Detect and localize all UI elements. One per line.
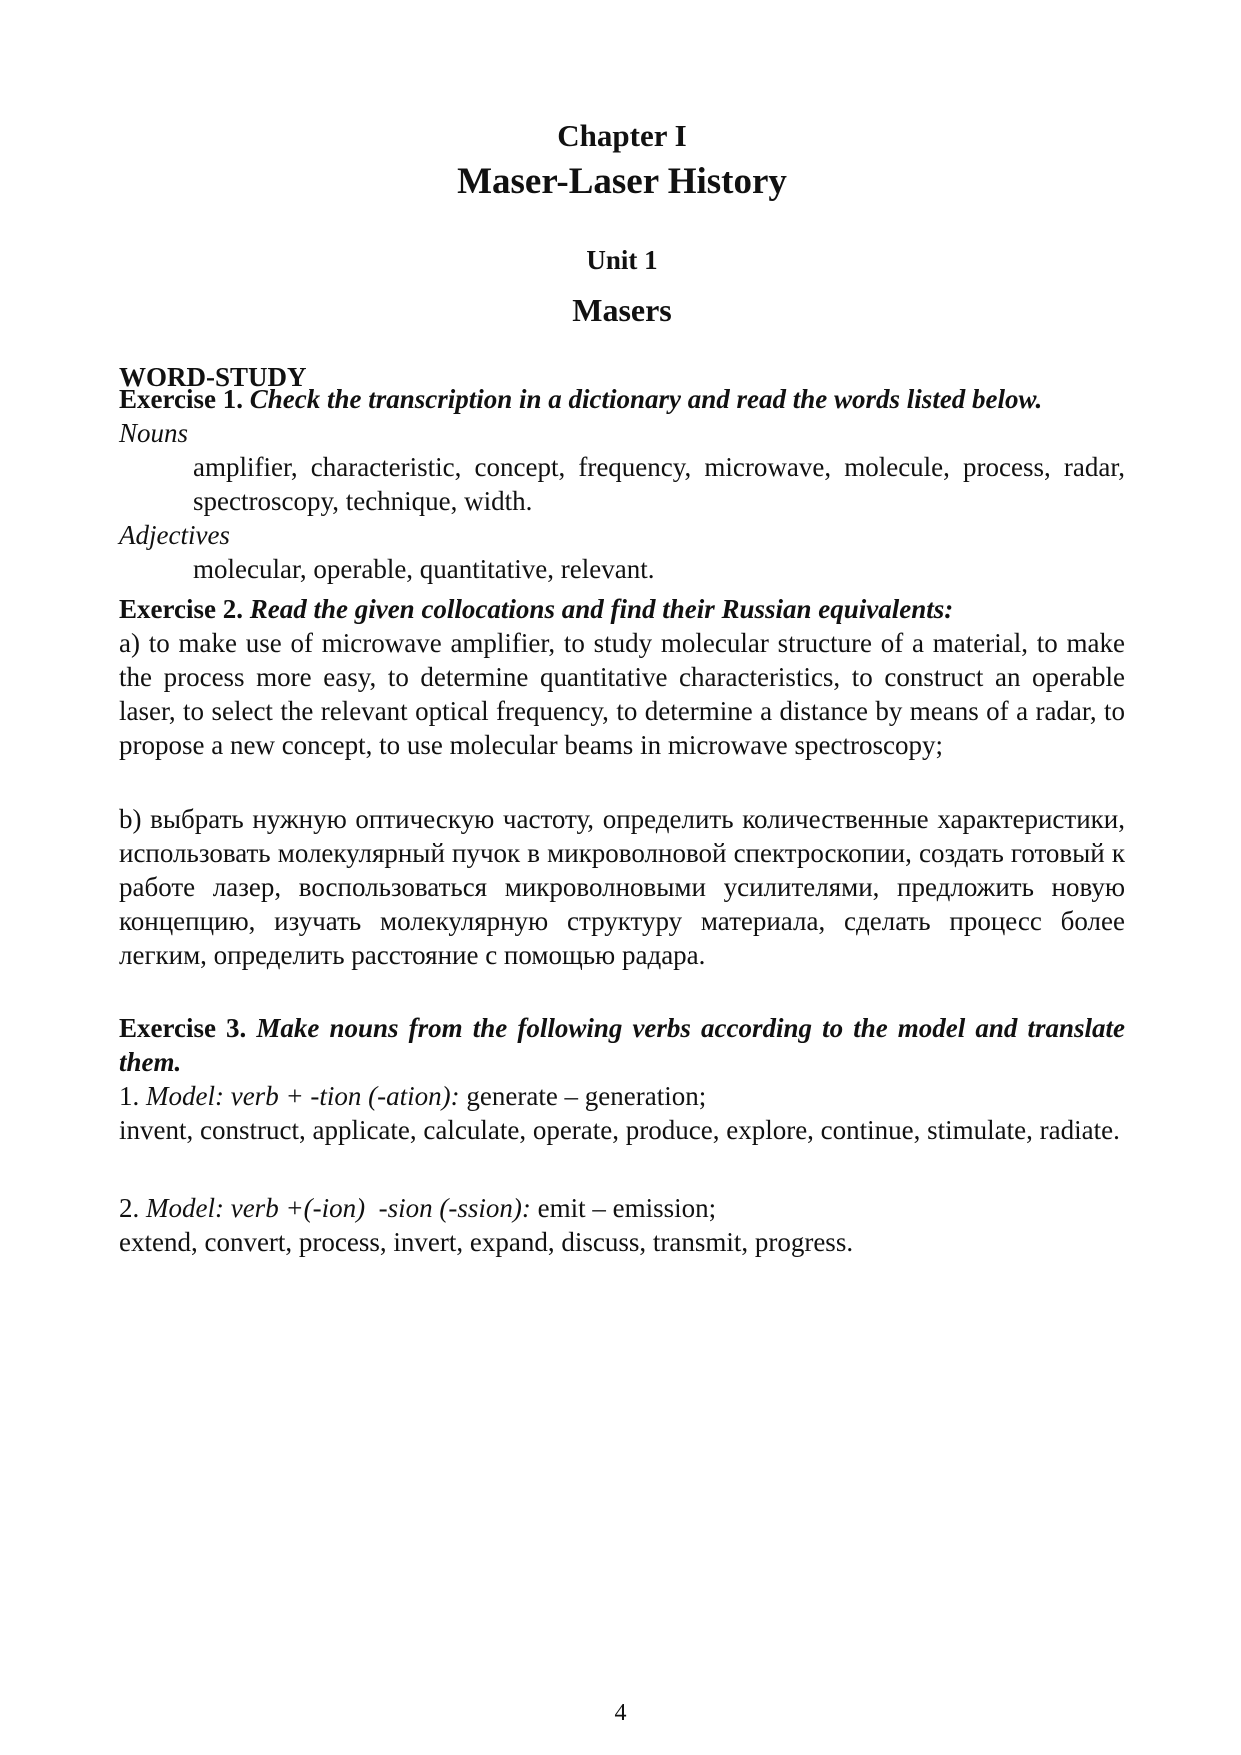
exercise-2-part-a: a) to make use of microwave amplifier, to study molecular structure of a material, to make the process more easy, to determine quantitative characteristics, to construct an operable laser, to select the relevant optical frequency, to determine a distance by means of a radar, to propose a new concept, to use molecular beams in microwave spectroscopy; (119, 628, 1125, 760)
exercise-2-heading (119, 592, 1125, 626)
adjectives-list: molecular, operable, quantitative, relevant. (193, 554, 655, 584)
chapter-title: Maser-Laser History (457, 161, 787, 202)
unit-heading: Unit 1 (586, 245, 658, 275)
exercise-3 (119, 1011, 1125, 1147)
exercise-2 (119, 592, 1125, 762)
exercise-1 (119, 382, 1125, 586)
exercise-3-model-2 (119, 1191, 1125, 1259)
adjectives-label: Adjectives (119, 520, 230, 550)
exercise-1-task: Check the transcription in a dictionary and read the words listed below. (249, 384, 1043, 414)
model-2-rule: Model: verb +(-ion) -sion (-ssion): (146, 1193, 531, 1223)
section-heading: WORD-STUDY (119, 362, 307, 392)
model-1-line (119, 1079, 1125, 1113)
model-1-number: 1. (119, 1081, 140, 1111)
exercise-1-label: Exercise 1. (119, 384, 243, 414)
model-2-line (119, 1191, 1125, 1225)
exercise-3-heading (119, 1011, 1125, 1079)
nouns-label: Nouns (119, 418, 189, 448)
model-2-example: emit – emission; (537, 1193, 717, 1223)
exercise-2-label: Exercise 2. (119, 594, 243, 624)
exercise-3-label: Exercise 3. (119, 1013, 247, 1043)
model-1-words: invent, construct, applicate, calculate, operate, produce, explore, continue, stimulate, radiate. (119, 1115, 1120, 1145)
page-number: 4 (614, 1700, 627, 1726)
exercise-2-task: Read the given collocations and find their Russian equivalents: (249, 594, 954, 624)
nouns-list: amplifier, characteristic, concept, frequency, microwave, molecule, process, radar, spectroscopy, technique, width. (193, 452, 1125, 516)
exercise-3-task: Make nouns from the following verbs according to the model and translate them. (119, 1013, 1125, 1077)
unit-title: Masers (572, 292, 672, 328)
exercise-2-part-b: b) выбрать нужную оптическую частоту, определить количественные характеристики, использовать молекулярный пучок в микроволновой спектроскопии, создать готовый к работе лазер, воспользоваться микроволновыми усилителями, предложить новую концепцию, изучать молекулярную структуру материала, сделать процесс более легким, определить расстояние с помощью радара. (119, 804, 1125, 970)
chapter-heading: Chapter I (557, 118, 687, 153)
exercise-1-heading (119, 382, 1125, 416)
model-1-rule: Model: verb + -tion (-ation): (146, 1081, 460, 1111)
model-1-example: generate – generation; (466, 1081, 707, 1111)
model-2-number: 2. (119, 1193, 140, 1223)
model-2-words: extend, convert, process, invert, expand, discuss, transmit, progress. (119, 1227, 854, 1257)
